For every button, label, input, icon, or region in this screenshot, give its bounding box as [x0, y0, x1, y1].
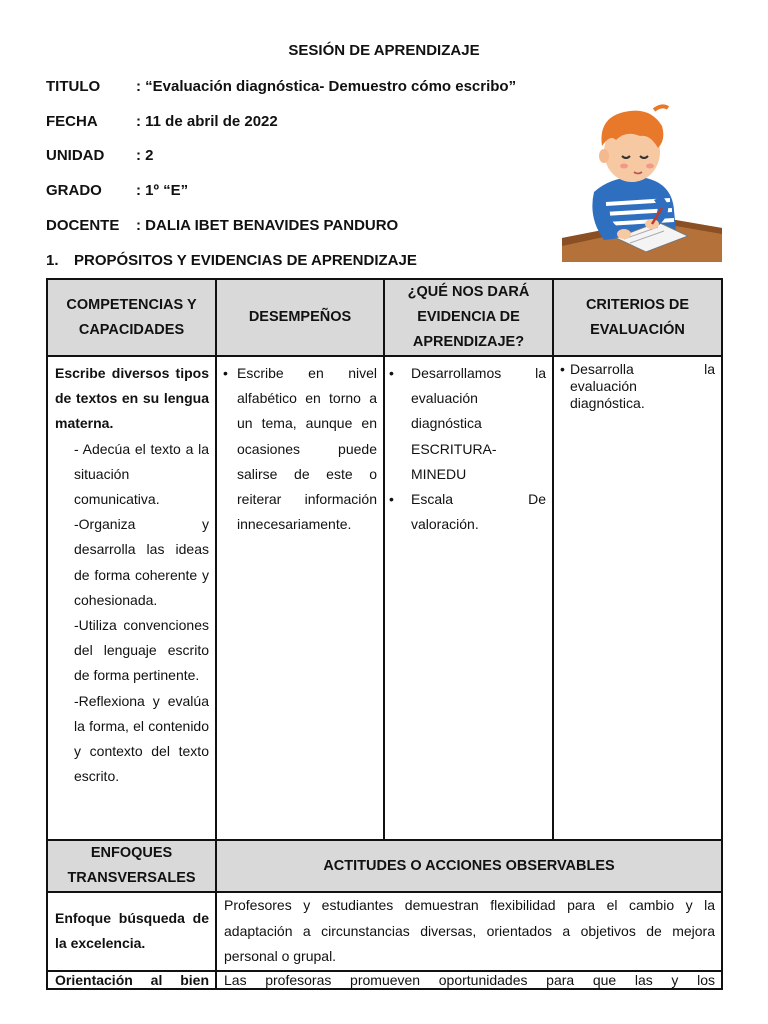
- document-title: SESIÓN DE APRENDIZAJE: [288, 42, 480, 59]
- meta-value-titulo: : “Evaluación diagnóstica- Demuestro cómo escribo”: [136, 78, 517, 95]
- meta-label-titulo: TITULO: [46, 78, 101, 95]
- learning-table: [46, 278, 723, 990]
- criterio-item: [560, 361, 715, 412]
- header-enfoques: ENFOQUES TRANSVERSALES: [47, 840, 216, 892]
- evidencia-item: [389, 361, 546, 487]
- header-evidencia: ¿QUÉ NOS DARÁ EVIDENCIA DE APRENDIZAJE?: [384, 279, 553, 356]
- boy-writing-illustration: [554, 100, 722, 262]
- evidencia-text: Escala De valoración.: [411, 491, 546, 533]
- enfoque-name: Enfoque búsqueda de la excelencia.: [55, 910, 209, 952]
- meta-label-docente: DOCENTE: [46, 217, 120, 234]
- desempenos-cell: [216, 356, 384, 840]
- competencia-text: Escribe diversos tipos de textos en su lengua materna.: [55, 365, 209, 432]
- meta-label-unidad: UNIDAD: [46, 147, 105, 164]
- section-title: PROPÓSITOS Y EVIDENCIAS DE APRENDIZAJE: [74, 252, 417, 269]
- header-desempenos: DESEMPEÑOS: [216, 279, 384, 356]
- meta-value-unidad: : 2: [136, 147, 154, 164]
- evidencias-cell: [384, 356, 553, 840]
- desempeno-text: Escribe en nivel alfabético en torno a un tema, aunque en ocasiones puede salirse de este o reiterar información innecesariamente.: [237, 365, 377, 533]
- section-number: 1.: [46, 252, 59, 269]
- bullet-icon: •: [560, 361, 565, 377]
- criterio-text: Desarrolla la evaluación diagnóstica.: [570, 361, 715, 411]
- competencias-cell: [47, 356, 216, 840]
- bullet-icon: •: [389, 365, 394, 381]
- evidencia-text: Desarrollamos la evaluación diagnóstica ESCRITURA-MINEDU: [411, 365, 546, 482]
- desempeno-item: [223, 361, 377, 537]
- enfoque-name-cell: [47, 971, 216, 989]
- enfoque-text: Las profesoras promueven oportunidades para que las y los: [224, 971, 715, 988]
- enfoque-name: Orientación al bien: [55, 971, 209, 988]
- meta-value-fecha: : 11 de abril de 2022: [136, 113, 278, 130]
- capacidad-item: -Reflexiona y evalúa la forma, el contenido y contexto del texto escrito.: [74, 692, 209, 785]
- header-competencias: COMPETENCIAS Y CAPACIDADES: [47, 279, 216, 356]
- meta-value-grado: : 1º “E”: [136, 182, 189, 199]
- header-criterios: CRITERIOS DE EVALUACIÓN: [553, 279, 722, 356]
- header-actitudes: ACTITUDES O ACCIONES OBSERVABLES: [216, 840, 722, 892]
- meta-label-fecha: FECHA: [46, 113, 98, 130]
- capacidades-list: [55, 437, 209, 790]
- enfoque-text: Profesores y estudiantes demuestran flexibilidad para el cambio y la adaptación a circunstancias diversas, orientados a objetivos de mejora personal o grupal.: [224, 897, 715, 964]
- meta-label-grado: GRADO: [46, 182, 102, 199]
- bullet-icon: •: [389, 491, 394, 508]
- enfoque-text-cell: [216, 892, 722, 971]
- meta-value-docente: : DALIA IBET BENAVIDES PANDURO: [136, 217, 399, 234]
- capacidad-item: -Organiza y desarrolla las ideas de forma coherente y cohesionada.: [74, 516, 209, 608]
- bullet-icon: •: [223, 365, 228, 381]
- criterios-cell: [553, 356, 722, 840]
- capacidad-item: - Adecúa el texto a la situación comunicativa.: [74, 440, 209, 508]
- capacidad-item: -Utiliza convenciones del lenguaje escrito de forma pertinente.: [74, 617, 209, 684]
- enfoque-name-cell: [47, 892, 216, 971]
- evidencia-item: [389, 487, 546, 537]
- section-heading: [46, 252, 417, 269]
- enfoque-text-cell: [216, 971, 722, 989]
